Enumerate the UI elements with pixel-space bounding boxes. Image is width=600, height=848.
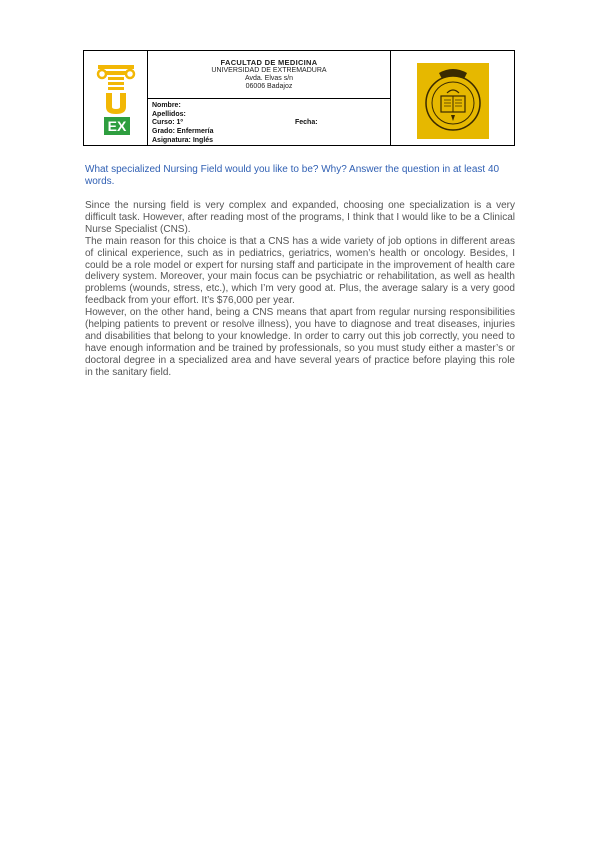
essay-paragraph: The main reason for this choice is that a CNS has a wide variety of job options in different areas of clinical experience, such as in pediatrics, geriatrics, women’s health or oncology. Besides, I could be a role model or expert for nursing staff and participate in the improvement of health care delivery system. Moreover, your main focus can be psychiatric or rehabilitation, as well as health problems (wounds, stress, etc.), which I’m very good at. Plus, the average salary is a very good feedback from your effort. It’s $76,000 per year. (85, 235, 515, 307)
faculty-crest-cell (390, 51, 514, 145)
assignment-question: What specialized Nursing Field would you like to be? Why? Answer the question in at least 40 words. (85, 164, 500, 187)
header-info-cell (148, 51, 390, 145)
student-fields (148, 99, 390, 145)
field-grado: Grado: Enfermería (152, 128, 214, 135)
field-asignatura: Asignatura: Inglés (152, 137, 214, 144)
essay-paragraph: Since the nursing field is very complex and expanded, choosing one specialization is a very difficult task. However, after reading most of the programs, I think that I would like to be a Clinical Nurse Specialist (CNS). (85, 200, 515, 235)
faculty-block (148, 51, 390, 99)
university-logo-cell (84, 51, 148, 145)
document-header (83, 50, 515, 146)
faculty-name: FACULTAD DE MEDICINA (220, 58, 318, 67)
field-apellidos: Apellidos: (152, 111, 186, 118)
field-fecha: Fecha: (295, 119, 318, 126)
field-curso: Curso: 1º (152, 119, 183, 126)
crest-emblem-icon (417, 63, 489, 139)
essay-body (85, 200, 515, 379)
essay-paragraph: However, on the other hand, being a CNS means that apart from regular nursing responsibilities (helping patients to prevent or resolve illness), you have to diagnose and treat diseases, injuries and disabilities that belong to your knowledge. In order to carry out this job correctly, you need to have enough information and be trained by professionals, so you must study either a master’s or doctoral degree in a specialized area and have several years of practice before playing this role in the sanitary field. (85, 307, 515, 378)
address-line: Avda. Elvas s/n (244, 75, 294, 82)
city-line: 06006 Badajoz (245, 83, 293, 90)
university-name: UNIVERSIDAD DE EXTREMADURA (211, 67, 327, 74)
uex-logo (96, 63, 136, 137)
logo-ex-text: EX (107, 118, 127, 134)
field-nombre: Nombre: (152, 102, 181, 109)
faculty-crest-image (417, 63, 489, 139)
